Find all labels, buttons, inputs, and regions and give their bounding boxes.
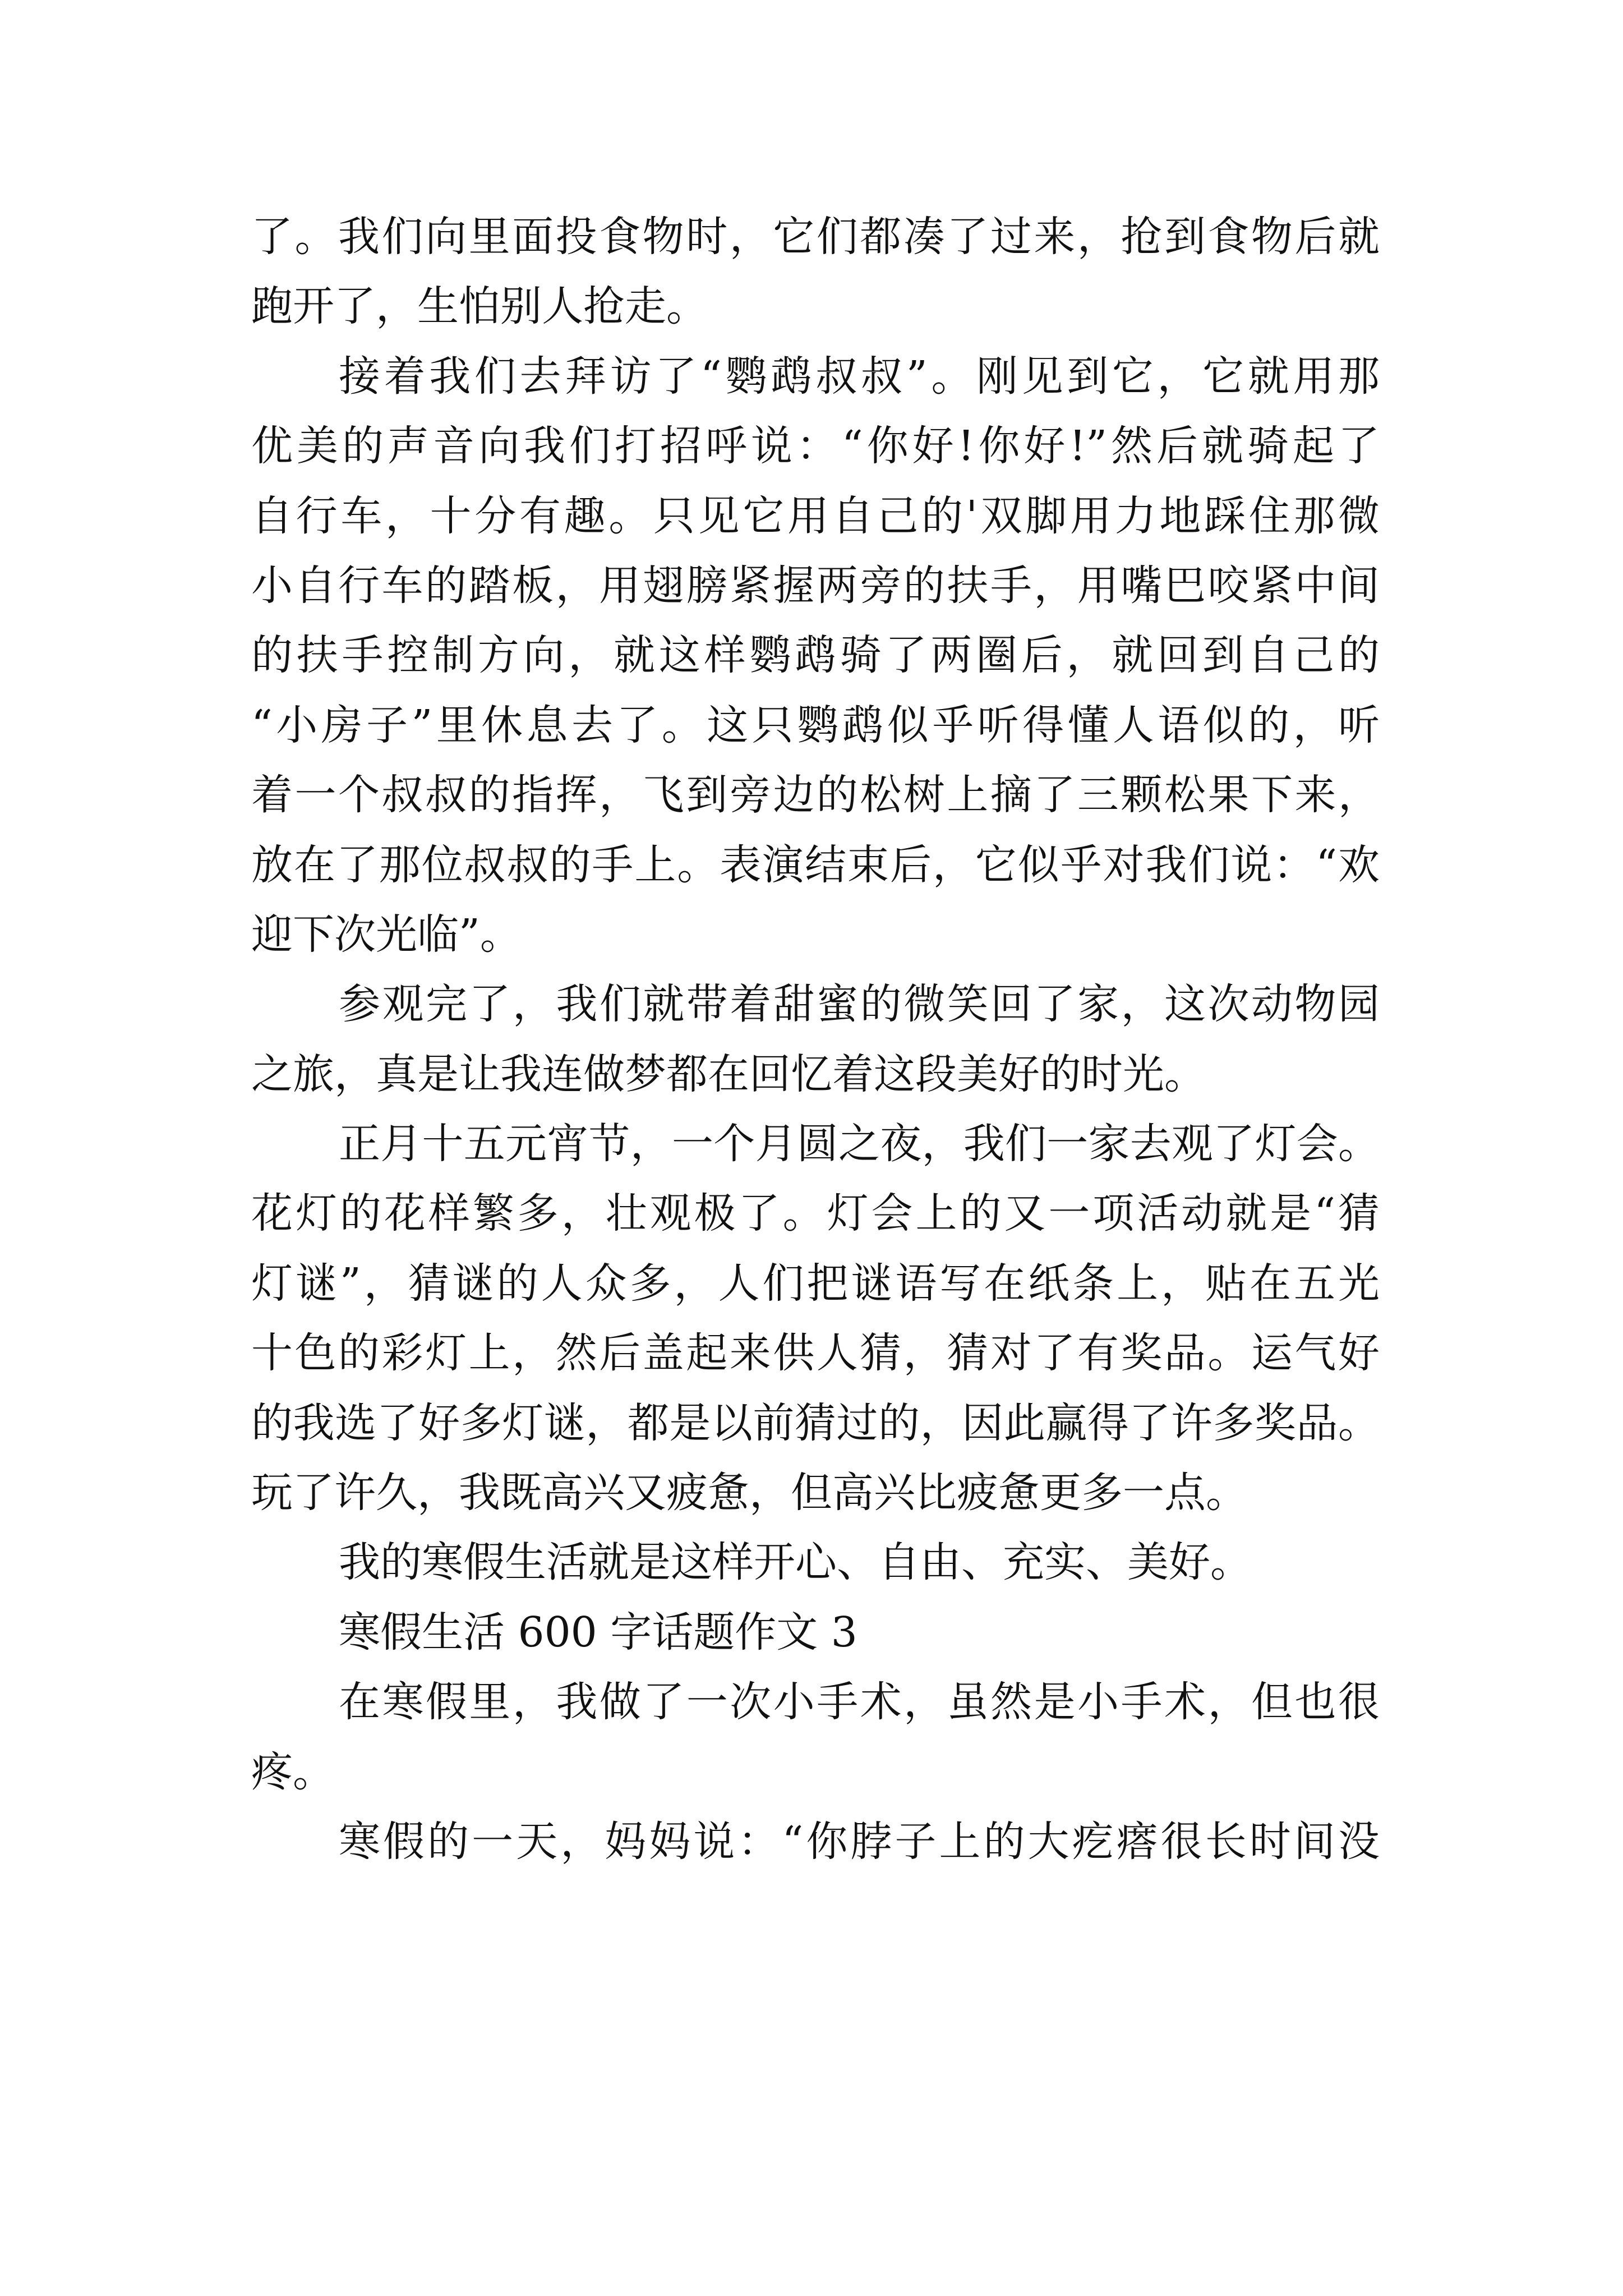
- text-line: 疼。: [251, 1747, 334, 1796]
- text-line: 在寒假里，我做了一次小手术，虽然是小手术，但也很: [339, 1678, 1380, 1727]
- text-line: 寒假的一天，妈妈说：“你脖子上的大疙瘩很长时间没: [339, 1817, 1380, 1866]
- section-heading: 寒假生活 600 字话题作文 3: [339, 1608, 857, 1657]
- text-line: 正月十五元宵节，一个月圆之夜，我们一家去观了灯会。: [339, 1120, 1380, 1168]
- text-line: 十色的彩灯上，然后盖起来供人猜，猜对了有奖品。运气好: [251, 1329, 1380, 1378]
- text-line: 灯谜”，猜谜的人众多，人们把谜语写在纸条上，贴在五光: [251, 1259, 1380, 1308]
- text-line: 的我选了好多灯谜，都是以前猜过的，因此赢得了许多奖品。: [251, 1398, 1380, 1447]
- text-line: 放在了那位叔叔的手上。表演结束后，它似乎对我们说：“欢: [251, 840, 1380, 889]
- text-line: 花灯的花样繁多，壮观极了。灯会上的又一项活动就是“猜: [251, 1189, 1380, 1238]
- text-line: 优美的声音向我们打招呼说：“你好!你好!”然后就骑起了: [251, 422, 1380, 471]
- text-line: 接着我们去拜访了“鹦鹉叔叔”。刚见到它，它就用那: [339, 352, 1380, 401]
- text-line: 参观完了，我们就带着甜蜜的微笑回了家，这次动物园: [339, 980, 1380, 1029]
- text-line: 玩了许久，我既高兴又疲惫，但高兴比疲惫更多一点。: [251, 1469, 1247, 1517]
- text-line: 之旅，真是让我连做梦都在回忆着这段美好的时光。: [251, 1050, 1206, 1098]
- text-line: 的扶手控制方向，就这样鹦鹉骑了两圈后，就回到自己的: [251, 631, 1380, 680]
- document-body: [251, 202, 1380, 1876]
- text-line: 自行车，十分有趣。只见它用自己的'双脚用力地踩住那微: [251, 491, 1380, 540]
- text-line: 跑开了，生怕别人抢走。: [251, 282, 708, 331]
- text-line: 着一个叔叔的指挥，飞到旁边的松树上摘了三颗松果下来，: [251, 771, 1380, 820]
- text-line: 了。我们向里面投食物时，它们都凑了过来，抢到食物后就: [251, 213, 1380, 261]
- text-line: “小房子”里休息去了。这只鹦鹉似乎听得懂人语似的，听: [251, 701, 1380, 749]
- text-line: 小自行车的踏板，用翅膀紧握两旁的扶手，用嘴巴咬紧中间: [251, 561, 1380, 610]
- text-line: 我的寒假生活就是这样开心、自由、充实、美好。: [339, 1538, 1252, 1587]
- text-line: 迎下次光临”。: [251, 910, 522, 959]
